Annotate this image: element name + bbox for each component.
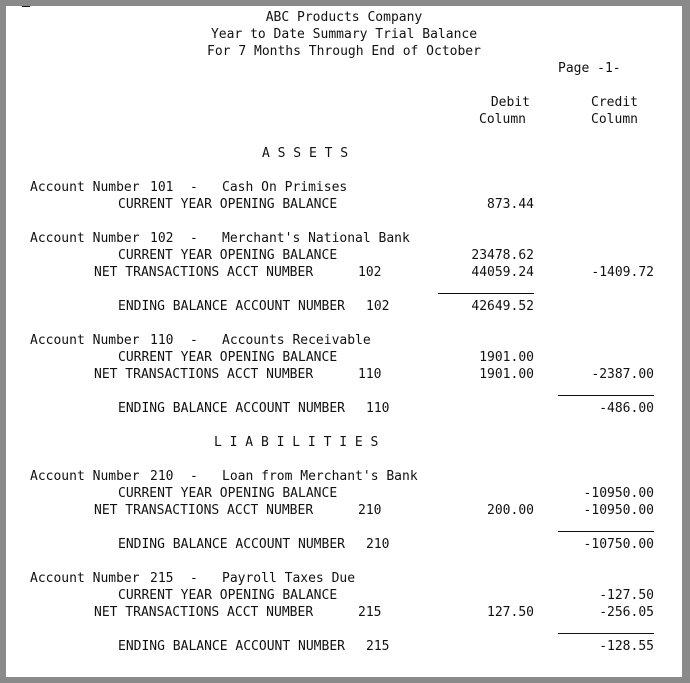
account-label: Account Number [30,469,140,484]
net-account-number: 102 [358,265,382,280]
total-rule [558,531,654,532]
report-title: Year to Date Summary Trial Balance [210,27,478,42]
net-account-number: 210 [358,503,382,518]
total-rule [558,633,654,634]
page-number: Page -1- [558,61,621,76]
net-debit: 200.00 [487,503,534,518]
net-credit: -10950.00 [583,503,654,518]
account-dash: - [190,333,198,348]
total-rule [438,293,534,294]
opening-label: CURRENT YEAR OPENING BALANCE [118,486,338,501]
report-page [6,6,682,677]
opening-label: CURRENT YEAR OPENING BALANCE [118,248,338,263]
ending-credit: -128.55 [599,639,654,654]
account-name: Payroll Taxes Due [222,571,356,586]
account-number: 215 [150,571,174,586]
opening-debit: 873.44 [487,197,534,212]
debit-header-line1: Debit [490,95,530,110]
net-debit: 127.50 [487,605,534,620]
ending-credit: -10750.00 [583,537,654,552]
account-dash: - [190,231,198,246]
account-label: Account Number [30,231,140,246]
opening-label: CURRENT YEAR OPENING BALANCE [118,350,338,365]
account-dash: - [190,469,198,484]
ending-label: ENDING BALANCE ACCOUNT NUMBER [118,299,345,314]
net-label: NET TRANSACTIONS ACCT NUMBER [94,265,314,280]
account-dash: - [190,571,198,586]
ending-label: ENDING BALANCE ACCOUNT NUMBER [118,537,345,552]
account-dash: - [190,180,198,195]
net-credit: -256.05 [599,605,654,620]
ending-debit: 42649.52 [471,299,534,314]
account-number: 210 [150,469,174,484]
ending-account-number: 102 [366,299,390,314]
opening-debit: 1901.00 [479,350,534,365]
ending-account-number: 215 [366,639,390,654]
account-label: Account Number [30,333,140,348]
credit-header-line2: Column [591,112,638,127]
credit-header-line1: Credit [591,95,638,110]
account-number: 110 [150,333,174,348]
report-period: For 7 Months Through End of October [207,44,481,59]
net-label: NET TRANSACTIONS ACCT NUMBER [94,605,314,620]
net-credit: -2387.00 [591,367,654,382]
account-name: Loan from Merchant's Bank [222,469,418,484]
account-label: Account Number [30,180,140,195]
section-liabilities: L I A B I L I T I E S [214,435,379,450]
debit-header-line2: Column [479,112,526,127]
net-label: NET TRANSACTIONS ACCT NUMBER [94,503,314,518]
company-name: ABC Products Company [265,10,423,25]
ending-account-number: 110 [366,401,390,416]
net-debit: 1901.00 [479,367,534,382]
account-name: Cash On Primises [222,180,348,195]
account-name: Merchant's National Bank [222,231,410,246]
ending-credit: -486.00 [599,401,654,416]
ending-label: ENDING BALANCE ACCOUNT NUMBER [118,401,345,416]
opening-credit: -127.50 [599,588,654,603]
net-credit: -1409.72 [591,265,654,280]
opening-label: CURRENT YEAR OPENING BALANCE [118,197,338,212]
text-cursor [22,6,30,7]
net-debit: 44059.24 [471,265,534,280]
net-label: NET TRANSACTIONS ACCT NUMBER [94,367,314,382]
opening-debit: 23478.62 [471,248,534,263]
ending-account-number: 210 [366,537,390,552]
account-number: 101 [150,180,174,195]
net-account-number: 110 [358,367,382,382]
opening-label: CURRENT YEAR OPENING BALANCE [118,588,338,603]
total-rule [558,395,654,396]
net-account-number: 215 [358,605,382,620]
ending-label: ENDING BALANCE ACCOUNT NUMBER [118,639,345,654]
account-number: 102 [150,231,174,246]
account-label: Account Number [30,571,140,586]
opening-credit: -10950.00 [583,486,654,501]
section-assets: A S S E T S [262,146,349,161]
account-name: Accounts Receivable [222,333,371,348]
